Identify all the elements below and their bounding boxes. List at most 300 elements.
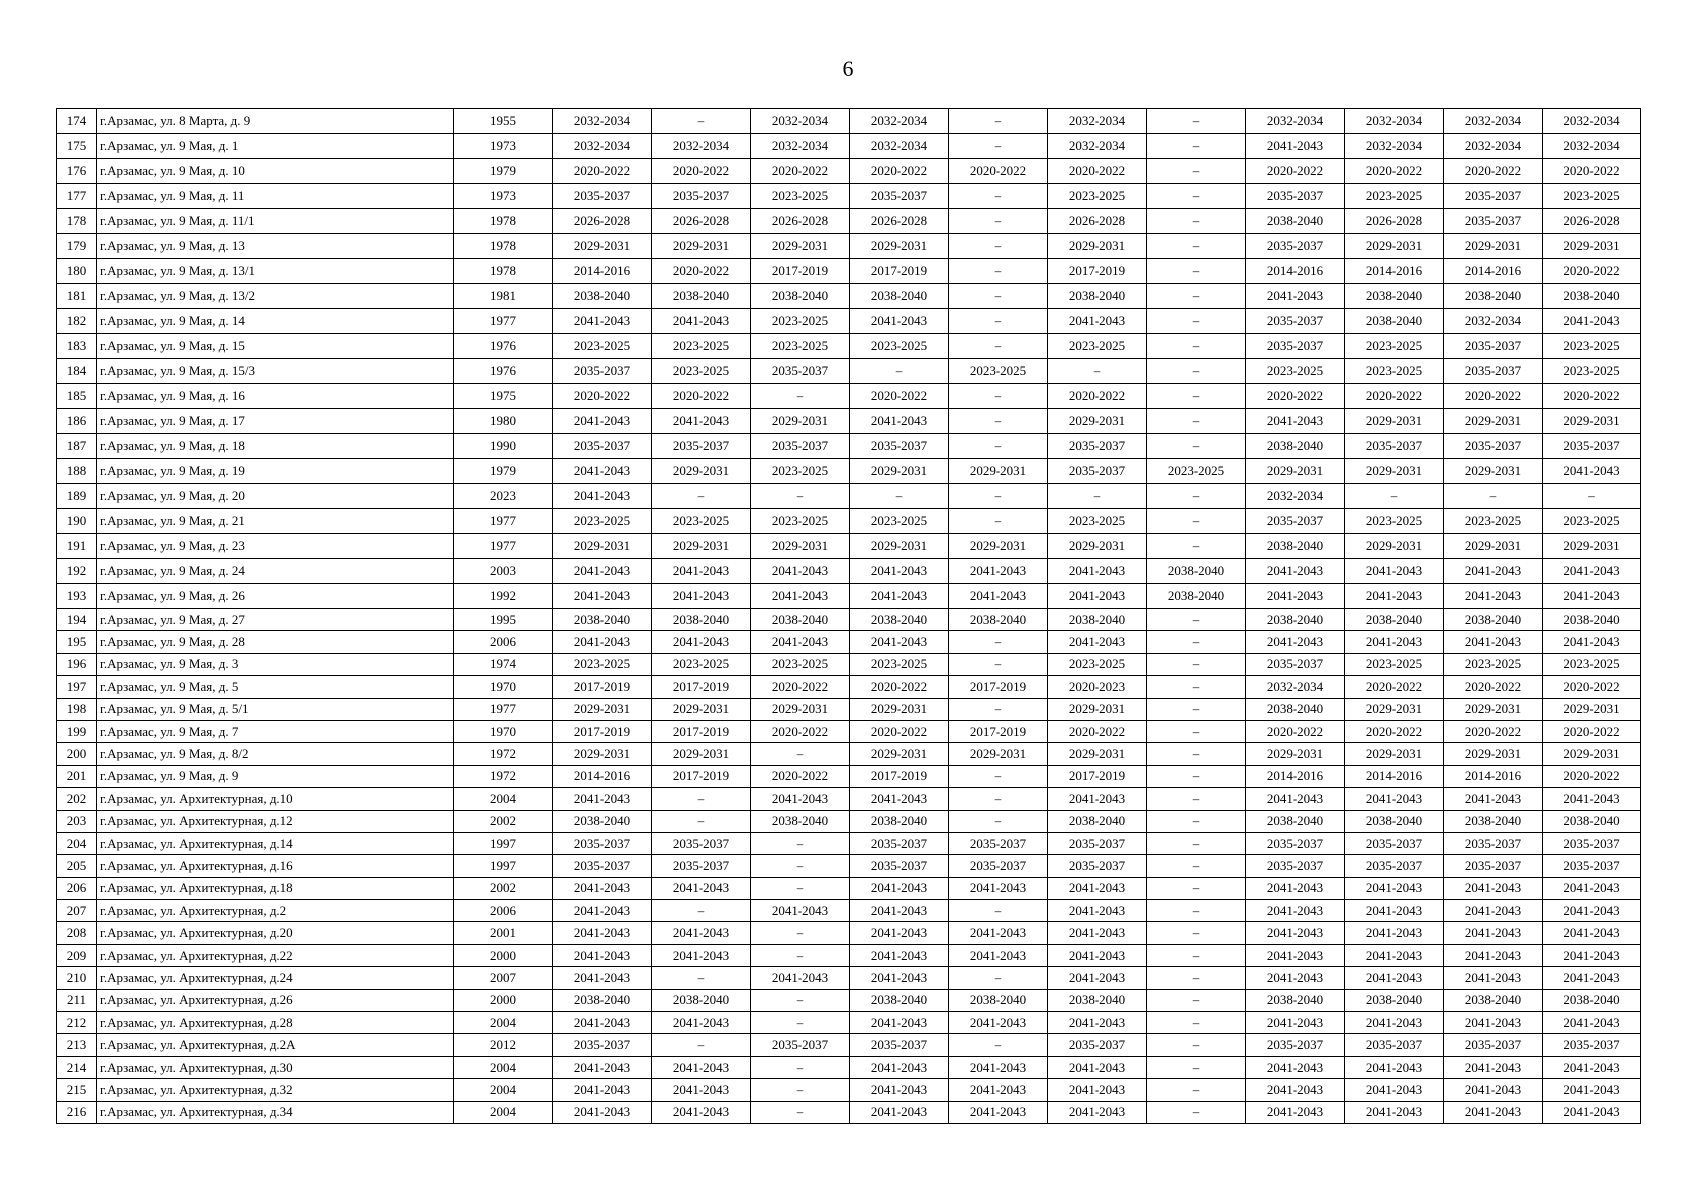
- period-cell-c2: 2041-2043: [652, 1012, 751, 1034]
- period-cell-c5: 2017-2019: [949, 720, 1048, 742]
- period-cell-c1: 2041-2043: [553, 309, 652, 334]
- table-row: [57, 509, 1641, 534]
- repair-schedule-table: [56, 108, 1641, 1124]
- period-cell-c9: 2023-2025: [1345, 509, 1444, 534]
- period-cell-c7: –: [1147, 209, 1246, 234]
- table-row: [57, 184, 1641, 209]
- period-cell-c3: –: [751, 1012, 850, 1034]
- period-cell-c6: 2017-2019: [1048, 259, 1147, 284]
- period-cell-c6: 2041-2043: [1048, 922, 1147, 944]
- period-cell-c5: –: [949, 109, 1048, 134]
- period-cell-c11: 2035-2037: [1543, 434, 1641, 459]
- period-cell-c2: 2035-2037: [652, 434, 751, 459]
- period-cell-c11: 2041-2043: [1543, 631, 1641, 653]
- period-cell-c2: 2023-2025: [652, 359, 751, 384]
- period-cell-c4: 2041-2043: [850, 309, 949, 334]
- period-cell-c4: 2038-2040: [850, 284, 949, 309]
- period-cell-c2: 2041-2043: [652, 584, 751, 609]
- period-cell-c2: 2038-2040: [652, 284, 751, 309]
- year-built-cell: 2002: [454, 810, 553, 832]
- row-number-cell: 203: [57, 810, 97, 832]
- year-built-cell: 2023: [454, 484, 553, 509]
- period-cell-c3: 2023-2025: [751, 653, 850, 675]
- period-cell-c8: 2041-2043: [1246, 788, 1345, 810]
- period-cell-c7: –: [1147, 309, 1246, 334]
- period-cell-c11: 2032-2034: [1543, 134, 1641, 159]
- period-cell-c3: 2041-2043: [751, 967, 850, 989]
- period-cell-c3: 2023-2025: [751, 184, 850, 209]
- address-cell: г.Арзамас, ул. 9 Мая, д. 13/2: [97, 284, 454, 309]
- table-row: [57, 359, 1641, 384]
- period-cell-c3: 2020-2022: [751, 676, 850, 698]
- period-cell-c11: 2035-2037: [1543, 1034, 1641, 1056]
- period-cell-c10: –: [1444, 484, 1543, 509]
- period-cell-c2: –: [652, 967, 751, 989]
- period-cell-c1: 2035-2037: [553, 832, 652, 854]
- period-cell-c7: –: [1147, 184, 1246, 209]
- row-number-cell: 202: [57, 788, 97, 810]
- period-cell-c5: 2038-2040: [949, 989, 1048, 1011]
- period-cell-c7: –: [1147, 922, 1246, 944]
- period-cell-c4: 2020-2022: [850, 384, 949, 409]
- period-cell-c11: 2020-2022: [1543, 765, 1641, 787]
- period-cell-c5: 2029-2031: [949, 743, 1048, 765]
- table-row: [57, 788, 1641, 810]
- table-row: [57, 484, 1641, 509]
- period-cell-c7: –: [1147, 1034, 1246, 1056]
- period-cell-c8: 2041-2043: [1246, 559, 1345, 584]
- year-built-cell: 2004: [454, 1101, 553, 1123]
- period-cell-c3: –: [751, 384, 850, 409]
- period-cell-c6: 2041-2043: [1048, 967, 1147, 989]
- period-cell-c2: –: [652, 484, 751, 509]
- period-cell-c9: 2038-2040: [1345, 609, 1444, 631]
- period-cell-c11: –: [1543, 484, 1641, 509]
- period-cell-c2: 2023-2025: [652, 509, 751, 534]
- period-cell-c9: 2020-2022: [1345, 676, 1444, 698]
- period-cell-c5: 2041-2043: [949, 944, 1048, 966]
- row-number-cell: 206: [57, 877, 97, 899]
- period-cell-c8: 2041-2043: [1246, 409, 1345, 434]
- period-cell-c9: 2029-2031: [1345, 459, 1444, 484]
- year-built-cell: 1972: [454, 765, 553, 787]
- address-cell: г.Арзамас, ул. 9 Мая, д. 24: [97, 559, 454, 584]
- period-cell-c11: 2041-2043: [1543, 459, 1641, 484]
- period-cell-c5: –: [949, 234, 1048, 259]
- period-cell-c11: 2041-2043: [1543, 1012, 1641, 1034]
- period-cell-c3: 2032-2034: [751, 109, 850, 134]
- period-cell-c10: 2041-2043: [1444, 1056, 1543, 1078]
- period-cell-c5: –: [949, 184, 1048, 209]
- period-cell-c4: 2041-2043: [850, 559, 949, 584]
- period-cell-c2: 2038-2040: [652, 989, 751, 1011]
- table-row: [57, 1101, 1641, 1123]
- period-cell-c11: 2035-2037: [1543, 855, 1641, 877]
- period-cell-c10: 2041-2043: [1444, 900, 1543, 922]
- table-row: [57, 1056, 1641, 1078]
- row-number-cell: 209: [57, 944, 97, 966]
- period-cell-c6: 2020-2022: [1048, 159, 1147, 184]
- period-cell-c2: 2041-2043: [652, 309, 751, 334]
- year-built-cell: 1978: [454, 259, 553, 284]
- period-cell-c7: –: [1147, 765, 1246, 787]
- year-built-cell: 2004: [454, 1079, 553, 1101]
- period-cell-c11: 2041-2043: [1543, 967, 1641, 989]
- period-cell-c4: 2041-2043: [850, 877, 949, 899]
- period-cell-c11: 2026-2028: [1543, 209, 1641, 234]
- address-cell: г.Арзамас, ул. 9 Мая, д. 28: [97, 631, 454, 653]
- period-cell-c8: 2041-2043: [1246, 900, 1345, 922]
- year-built-cell: 1975: [454, 384, 553, 409]
- period-cell-c10: 2041-2043: [1444, 1012, 1543, 1034]
- period-cell-c5: –: [949, 788, 1048, 810]
- period-cell-c7: –: [1147, 832, 1246, 854]
- period-cell-c9: 2041-2043: [1345, 631, 1444, 653]
- period-cell-c8: 2041-2043: [1246, 1012, 1345, 1034]
- period-cell-c11: 2041-2043: [1543, 1101, 1641, 1123]
- period-cell-c1: 2038-2040: [553, 989, 652, 1011]
- period-cell-c6: 2041-2043: [1048, 944, 1147, 966]
- period-cell-c5: 2041-2043: [949, 922, 1048, 944]
- year-built-cell: 1955: [454, 109, 553, 134]
- period-cell-c10: 2038-2040: [1444, 810, 1543, 832]
- period-cell-c6: 2041-2043: [1048, 1012, 1147, 1034]
- period-cell-c8: 2041-2043: [1246, 284, 1345, 309]
- period-cell-c9: 2038-2040: [1345, 989, 1444, 1011]
- row-number-cell: 190: [57, 509, 97, 534]
- period-cell-c5: 2029-2031: [949, 534, 1048, 559]
- period-cell-c6: 2038-2040: [1048, 284, 1147, 309]
- year-built-cell: 2004: [454, 1012, 553, 1034]
- table-row: [57, 159, 1641, 184]
- address-cell: г.Арзамас, ул. Архитектурная, д.12: [97, 810, 454, 832]
- address-cell: г.Арзамас, ул. 9 Мая, д. 18: [97, 434, 454, 459]
- year-built-cell: 2007: [454, 967, 553, 989]
- table-row: [57, 765, 1641, 787]
- period-cell-c7: –: [1147, 1012, 1246, 1034]
- period-cell-c6: 2041-2043: [1048, 1079, 1147, 1101]
- period-cell-c4: 2041-2043: [850, 1012, 949, 1034]
- table-row: [57, 434, 1641, 459]
- period-cell-c11: 2038-2040: [1543, 989, 1641, 1011]
- period-cell-c8: 2041-2043: [1246, 922, 1345, 944]
- period-cell-c5: –: [949, 309, 1048, 334]
- period-cell-c9: 2041-2043: [1345, 1079, 1444, 1101]
- period-cell-c8: 2038-2040: [1246, 810, 1345, 832]
- period-cell-c2: 2041-2043: [652, 631, 751, 653]
- period-cell-c5: 2041-2043: [949, 1056, 1048, 1078]
- period-cell-c1: 2041-2043: [553, 877, 652, 899]
- address-cell: г.Арзамас, ул. Архитектурная, д.20: [97, 922, 454, 944]
- period-cell-c8: 2035-2037: [1246, 832, 1345, 854]
- address-cell: г.Арзамас, ул. Архитектурная, д.22: [97, 944, 454, 966]
- period-cell-c11: 2023-2025: [1543, 184, 1641, 209]
- period-cell-c11: 2029-2031: [1543, 743, 1641, 765]
- period-cell-c3: 2017-2019: [751, 259, 850, 284]
- period-cell-c7: –: [1147, 900, 1246, 922]
- period-cell-c4: 2020-2022: [850, 720, 949, 742]
- period-cell-c3: 2041-2043: [751, 788, 850, 810]
- period-cell-c7: –: [1147, 134, 1246, 159]
- period-cell-c7: –: [1147, 967, 1246, 989]
- period-cell-c7: –: [1147, 810, 1246, 832]
- period-cell-c11: 2020-2022: [1543, 259, 1641, 284]
- table-row: [57, 922, 1641, 944]
- year-built-cell: 2000: [454, 989, 553, 1011]
- row-number-cell: 196: [57, 653, 97, 675]
- period-cell-c11: 2041-2043: [1543, 877, 1641, 899]
- period-cell-c9: –: [1345, 484, 1444, 509]
- period-cell-c10: 2029-2031: [1444, 409, 1543, 434]
- period-cell-c4: 2041-2043: [850, 631, 949, 653]
- period-cell-c2: 2017-2019: [652, 676, 751, 698]
- period-cell-c5: –: [949, 653, 1048, 675]
- period-cell-c4: 2038-2040: [850, 810, 949, 832]
- period-cell-c7: –: [1147, 284, 1246, 309]
- period-cell-c6: –: [1048, 484, 1147, 509]
- year-built-cell: 1992: [454, 584, 553, 609]
- period-cell-c3: 2026-2028: [751, 209, 850, 234]
- row-number-cell: 210: [57, 967, 97, 989]
- address-cell: г.Арзамас, ул. Архитектурная, д.2: [97, 900, 454, 922]
- period-cell-c3: –: [751, 1101, 850, 1123]
- period-cell-c4: 2029-2031: [850, 234, 949, 259]
- table-row: [57, 384, 1641, 409]
- period-cell-c9: 2035-2037: [1345, 832, 1444, 854]
- period-cell-c11: 2041-2043: [1543, 309, 1641, 334]
- period-cell-c8: 2020-2022: [1246, 720, 1345, 742]
- period-cell-c1: 2041-2043: [553, 1056, 652, 1078]
- table-row: [57, 284, 1641, 309]
- period-cell-c6: 2023-2025: [1048, 184, 1147, 209]
- period-cell-c9: 2020-2022: [1345, 720, 1444, 742]
- period-cell-c1: 2041-2043: [553, 484, 652, 509]
- row-number-cell: 204: [57, 832, 97, 854]
- period-cell-c5: –: [949, 967, 1048, 989]
- period-cell-c1: 2041-2043: [553, 967, 652, 989]
- period-cell-c9: 2041-2043: [1345, 877, 1444, 899]
- period-cell-c11: 2020-2022: [1543, 676, 1641, 698]
- year-built-cell: 2006: [454, 900, 553, 922]
- period-cell-c6: 2029-2031: [1048, 409, 1147, 434]
- period-cell-c4: 2032-2034: [850, 109, 949, 134]
- year-built-cell: 1977: [454, 309, 553, 334]
- address-cell: г.Арзамас, ул. Архитектурная, д.16: [97, 855, 454, 877]
- period-cell-c8: 2032-2034: [1246, 109, 1345, 134]
- address-cell: г.Арзамас, ул. Архитектурная, д.14: [97, 832, 454, 854]
- period-cell-c9: 2020-2022: [1345, 384, 1444, 409]
- period-cell-c3: 2035-2037: [751, 434, 850, 459]
- table-row: [57, 967, 1641, 989]
- period-cell-c1: 2023-2025: [553, 509, 652, 534]
- period-cell-c8: 2029-2031: [1246, 459, 1345, 484]
- table-row: [57, 631, 1641, 653]
- year-built-cell: 2000: [454, 944, 553, 966]
- year-built-cell: 1970: [454, 720, 553, 742]
- period-cell-c6: 2035-2037: [1048, 855, 1147, 877]
- row-number-cell: 184: [57, 359, 97, 384]
- period-cell-c6: 2032-2034: [1048, 134, 1147, 159]
- year-built-cell: 1976: [454, 359, 553, 384]
- period-cell-c11: 2020-2022: [1543, 159, 1641, 184]
- period-cell-c8: 2020-2022: [1246, 159, 1345, 184]
- table-row: [57, 309, 1641, 334]
- period-cell-c2: –: [652, 1034, 751, 1056]
- period-cell-c7: –: [1147, 788, 1246, 810]
- period-cell-c1: 2041-2043: [553, 559, 652, 584]
- period-cell-c9: 2035-2037: [1345, 855, 1444, 877]
- period-cell-c3: –: [751, 855, 850, 877]
- period-cell-c9: 2032-2034: [1345, 134, 1444, 159]
- period-cell-c2: 2026-2028: [652, 209, 751, 234]
- period-cell-c9: 2038-2040: [1345, 309, 1444, 334]
- period-cell-c5: –: [949, 384, 1048, 409]
- period-cell-c6: 2029-2031: [1048, 234, 1147, 259]
- period-cell-c7: –: [1147, 720, 1246, 742]
- period-cell-c8: 2035-2037: [1246, 334, 1345, 359]
- table-row: [57, 676, 1641, 698]
- period-cell-c3: 2038-2040: [751, 810, 850, 832]
- period-cell-c8: 2035-2037: [1246, 234, 1345, 259]
- period-cell-c2: 2029-2031: [652, 459, 751, 484]
- period-cell-c7: –: [1147, 1101, 1246, 1123]
- address-cell: г.Арзамас, ул. Архитектурная, д.10: [97, 788, 454, 810]
- period-cell-c1: 2041-2043: [553, 900, 652, 922]
- period-cell-c6: 2041-2043: [1048, 1101, 1147, 1123]
- period-cell-c3: –: [751, 832, 850, 854]
- period-cell-c8: 2041-2043: [1246, 1101, 1345, 1123]
- row-number-cell: 175: [57, 134, 97, 159]
- address-cell: г.Арзамас, ул. 9 Мая, д. 19: [97, 459, 454, 484]
- period-cell-c2: 2041-2043: [652, 944, 751, 966]
- row-number-cell: 185: [57, 384, 97, 409]
- period-cell-c11: 2020-2022: [1543, 720, 1641, 742]
- period-cell-c4: 2041-2043: [850, 1056, 949, 1078]
- period-cell-c4: 2023-2025: [850, 334, 949, 359]
- address-cell: г.Арзамас, ул. 9 Мая, д. 11/1: [97, 209, 454, 234]
- period-cell-c6: 2041-2043: [1048, 788, 1147, 810]
- period-cell-c10: 2041-2043: [1444, 559, 1543, 584]
- period-cell-c5: –: [949, 631, 1048, 653]
- period-cell-c3: –: [751, 484, 850, 509]
- period-cell-c5: –: [949, 509, 1048, 534]
- period-cell-c2: –: [652, 810, 751, 832]
- period-cell-c5: –: [949, 1034, 1048, 1056]
- period-cell-c4: 2029-2031: [850, 743, 949, 765]
- period-cell-c1: 2038-2040: [553, 810, 652, 832]
- period-cell-c2: 2041-2043: [652, 922, 751, 944]
- period-cell-c5: –: [949, 134, 1048, 159]
- period-cell-c3: 2023-2025: [751, 309, 850, 334]
- period-cell-c10: 2035-2037: [1444, 209, 1543, 234]
- address-cell: г.Арзамас, ул. 9 Мая, д. 11: [97, 184, 454, 209]
- period-cell-c11: 2041-2043: [1543, 788, 1641, 810]
- period-cell-c5: 2041-2043: [949, 877, 1048, 899]
- address-cell: г.Арзамас, ул. Архитектурная, д.18: [97, 877, 454, 899]
- period-cell-c8: 2038-2040: [1246, 434, 1345, 459]
- period-cell-c10: 2032-2034: [1444, 109, 1543, 134]
- period-cell-c7: –: [1147, 743, 1246, 765]
- row-number-cell: 216: [57, 1101, 97, 1123]
- period-cell-c3: –: [751, 944, 850, 966]
- period-cell-c7: 2038-2040: [1147, 584, 1246, 609]
- period-cell-c1: 2041-2043: [553, 409, 652, 434]
- period-cell-c5: –: [949, 259, 1048, 284]
- year-built-cell: 1978: [454, 234, 553, 259]
- period-cell-c10: 2014-2016: [1444, 259, 1543, 284]
- period-cell-c11: 2041-2043: [1543, 944, 1641, 966]
- period-cell-c10: 2020-2022: [1444, 159, 1543, 184]
- period-cell-c1: 2017-2019: [553, 720, 652, 742]
- period-cell-c10: 2023-2025: [1444, 509, 1543, 534]
- period-cell-c7: –: [1147, 234, 1246, 259]
- period-cell-c6: 2020-2022: [1048, 384, 1147, 409]
- period-cell-c10: 2041-2043: [1444, 877, 1543, 899]
- period-cell-c1: 2032-2034: [553, 109, 652, 134]
- period-cell-c3: 2023-2025: [751, 509, 850, 534]
- period-cell-c9: 2041-2043: [1345, 1101, 1444, 1123]
- table-row: [57, 234, 1641, 259]
- period-cell-c9: 2041-2043: [1345, 559, 1444, 584]
- period-cell-c2: 2023-2025: [652, 334, 751, 359]
- period-cell-c2: 2029-2031: [652, 534, 751, 559]
- period-cell-c10: 2035-2037: [1444, 832, 1543, 854]
- period-cell-c6: 2038-2040: [1048, 609, 1147, 631]
- period-cell-c4: 2023-2025: [850, 653, 949, 675]
- table-row: [57, 832, 1641, 854]
- period-cell-c8: 2014-2016: [1246, 765, 1345, 787]
- period-cell-c2: 2041-2043: [652, 877, 751, 899]
- period-cell-c10: 2029-2031: [1444, 234, 1543, 259]
- period-cell-c9: 2038-2040: [1345, 810, 1444, 832]
- period-cell-c8: 2029-2031: [1246, 743, 1345, 765]
- row-number-cell: 186: [57, 409, 97, 434]
- period-cell-c10: 2014-2016: [1444, 765, 1543, 787]
- table-body: [57, 109, 1641, 1124]
- address-cell: г.Арзамас, ул. 9 Мая, д. 7: [97, 720, 454, 742]
- period-cell-c6: 2035-2037: [1048, 832, 1147, 854]
- table-row: [57, 134, 1641, 159]
- period-cell-c2: –: [652, 788, 751, 810]
- period-cell-c9: 2041-2043: [1345, 584, 1444, 609]
- period-cell-c5: 2041-2043: [949, 1079, 1048, 1101]
- period-cell-c10: 2035-2037: [1444, 434, 1543, 459]
- period-cell-c9: 2026-2028: [1345, 209, 1444, 234]
- row-number-cell: 176: [57, 159, 97, 184]
- period-cell-c4: 2041-2043: [850, 944, 949, 966]
- period-cell-c3: –: [751, 1056, 850, 1078]
- period-cell-c7: –: [1147, 989, 1246, 1011]
- period-cell-c10: 2035-2037: [1444, 855, 1543, 877]
- period-cell-c6: 2038-2040: [1048, 989, 1147, 1011]
- period-cell-c3: –: [751, 743, 850, 765]
- period-cell-c9: 2032-2034: [1345, 109, 1444, 134]
- table-row: [57, 877, 1641, 899]
- period-cell-c4: 2032-2034: [850, 134, 949, 159]
- period-cell-c5: –: [949, 765, 1048, 787]
- period-cell-c10: 2032-2034: [1444, 309, 1543, 334]
- row-number-cell: 208: [57, 922, 97, 944]
- year-built-cell: 1977: [454, 509, 553, 534]
- period-cell-c4: 2017-2019: [850, 259, 949, 284]
- period-cell-c8: 2035-2037: [1246, 1034, 1345, 1056]
- period-cell-c1: 2041-2043: [553, 922, 652, 944]
- row-number-cell: 215: [57, 1079, 97, 1101]
- row-number-cell: 194: [57, 609, 97, 631]
- period-cell-c4: 2041-2043: [850, 1079, 949, 1101]
- period-cell-c4: 2041-2043: [850, 1101, 949, 1123]
- table-row: [57, 209, 1641, 234]
